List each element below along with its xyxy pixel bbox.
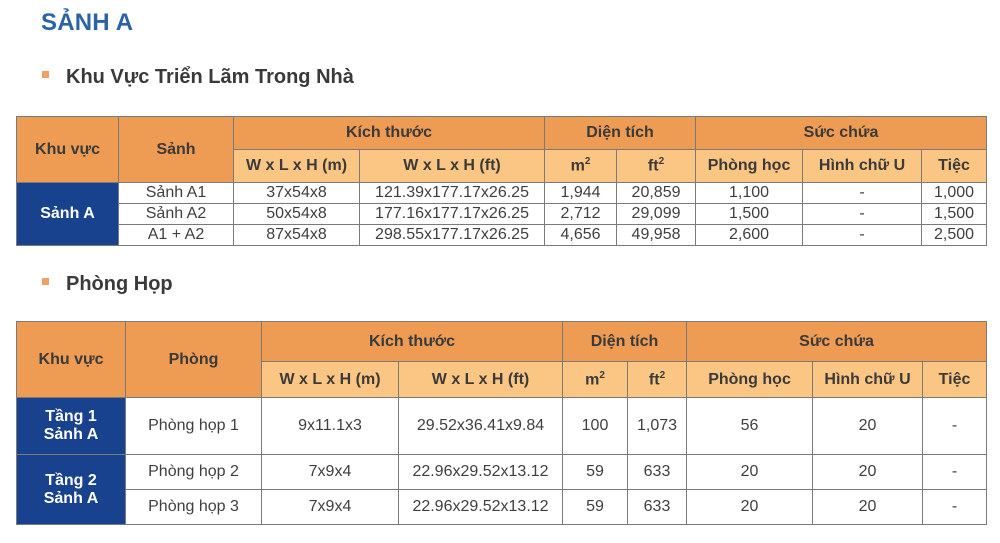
header-size: Kích thước: [262, 322, 563, 362]
header-size: Kích thước: [234, 117, 545, 150]
section-heading-text: Phòng Họp: [66, 273, 173, 295]
header-area: Diện tích: [545, 117, 696, 150]
banquet-cell: -: [923, 490, 987, 525]
header-banquet: Tiệc: [923, 362, 987, 398]
header-capacity: Sức chứa: [696, 117, 987, 150]
header-classroom: Phòng học: [687, 362, 813, 398]
banquet-cell: -: [923, 455, 987, 490]
section-heading-exhibition: [42, 66, 354, 89]
u-shape-cell: 20: [813, 490, 923, 525]
zone-cell: Sảnh A: [17, 183, 119, 246]
size-m-cell: 7x9x4: [262, 490, 399, 525]
header-capacity: Sức chứa: [687, 322, 987, 362]
size-m-cell: 7x9x4: [262, 455, 399, 490]
u-shape-cell: -: [803, 225, 922, 246]
area-ft2-cell: 633: [628, 455, 687, 490]
banquet-cell: -: [923, 398, 987, 455]
table-row: [17, 490, 987, 525]
size-ft-cell: 177.16x177.17x26.25: [360, 204, 545, 225]
header-size-m: W x L x H (m): [262, 362, 399, 398]
hall-cell: A1 + A2: [119, 225, 234, 246]
banquet-cell: 2,500: [922, 225, 987, 246]
header-zone: Khu vực: [17, 117, 119, 183]
header-area: Diện tích: [563, 322, 687, 362]
room-cell: Phòng họp 3: [126, 490, 262, 525]
table-row: [17, 398, 987, 455]
area-ft2-cell: 20,859: [617, 183, 696, 204]
area-m2-cell: 2,712: [545, 204, 617, 225]
size-ft-cell: 29.52x36.41x9.84: [399, 398, 563, 455]
area-m2-cell: 59: [563, 455, 628, 490]
exhibition-table: [16, 116, 987, 246]
classroom-cell: 56: [687, 398, 813, 455]
header-zone: Khu vực: [17, 322, 126, 398]
area-m2-cell: 1,944: [545, 183, 617, 204]
hall-cell: Sảnh A2: [119, 204, 234, 225]
header-u-shape: Hình chữ U: [813, 362, 923, 398]
table-row: [17, 455, 987, 490]
classroom-cell: 1,100: [696, 183, 803, 204]
header-size-ft: W x L x H (ft): [399, 362, 563, 398]
size-m-cell: 37x54x8: [234, 183, 360, 204]
table-row: [17, 183, 987, 204]
zone-cell: Tầng 1 Sảnh A: [17, 398, 126, 455]
size-m-cell: 50x54x8: [234, 204, 360, 225]
bullet-icon: [42, 71, 49, 78]
area-m2-cell: 100: [563, 398, 628, 455]
meeting-rooms-table: [16, 321, 987, 525]
area-ft2-cell: 1,073: [628, 398, 687, 455]
hall-cell: Sảnh A1: [119, 183, 234, 204]
classroom-cell: 20: [687, 490, 813, 525]
u-shape-cell: -: [803, 183, 922, 204]
area-ft2-cell: 49,958: [617, 225, 696, 246]
header-area-m2: $m^2$: [545, 150, 617, 183]
header-size-ft: W x L x H (ft): [360, 150, 545, 183]
room-cell: Phòng họp 1: [126, 398, 262, 455]
room-cell: Phòng họp 2: [126, 455, 262, 490]
size-ft-cell: 22.96x29.52x13.12: [399, 455, 563, 490]
u-shape-cell: -: [803, 204, 922, 225]
header-classroom: Phòng học: [696, 150, 803, 183]
classroom-cell: 1,500: [696, 204, 803, 225]
area-m2-cell: 59: [563, 490, 628, 525]
banquet-cell: 1,500: [922, 204, 987, 225]
u-shape-cell: 20: [813, 398, 923, 455]
size-m-cell: 87x54x8: [234, 225, 360, 246]
header-area-ft2: $ft^2$: [617, 150, 696, 183]
header-size-m: W x L x H (m): [234, 150, 360, 183]
size-ft-cell: 121.39x177.17x26.25: [360, 183, 545, 204]
header-room: Phòng: [126, 322, 262, 398]
header-hall: Sảnh: [119, 117, 234, 183]
u-shape-cell: 20: [813, 455, 923, 490]
section-heading-text: Khu Vực Triển Lãm Trong Nhà: [66, 66, 354, 88]
size-ft-cell: 298.55x177.17x26.25: [360, 225, 545, 246]
area-ft2-cell: 633: [628, 490, 687, 525]
header-area-m2: $m^2$: [563, 362, 628, 398]
bullet-icon: [42, 278, 49, 285]
zone-cell: Tầng 2 Sảnh A: [17, 455, 126, 525]
size-ft-cell: 22.96x29.52x13.12: [399, 490, 563, 525]
classroom-cell: 20: [687, 455, 813, 490]
page-title: SẢNH A: [41, 9, 134, 36]
section-heading-meeting-rooms: [42, 273, 173, 296]
table-row: [17, 204, 987, 225]
size-m-cell: 9x11.1x3: [262, 398, 399, 455]
table-row: [17, 225, 987, 246]
header-banquet: Tiệc: [922, 150, 987, 183]
area-m2-cell: 4,656: [545, 225, 617, 246]
area-ft2-cell: 29,099: [617, 204, 696, 225]
header-area-ft2: $ft^2$: [628, 362, 687, 398]
header-u-shape: Hình chữ U: [803, 150, 922, 183]
classroom-cell: 2,600: [696, 225, 803, 246]
banquet-cell: 1,000: [922, 183, 987, 204]
